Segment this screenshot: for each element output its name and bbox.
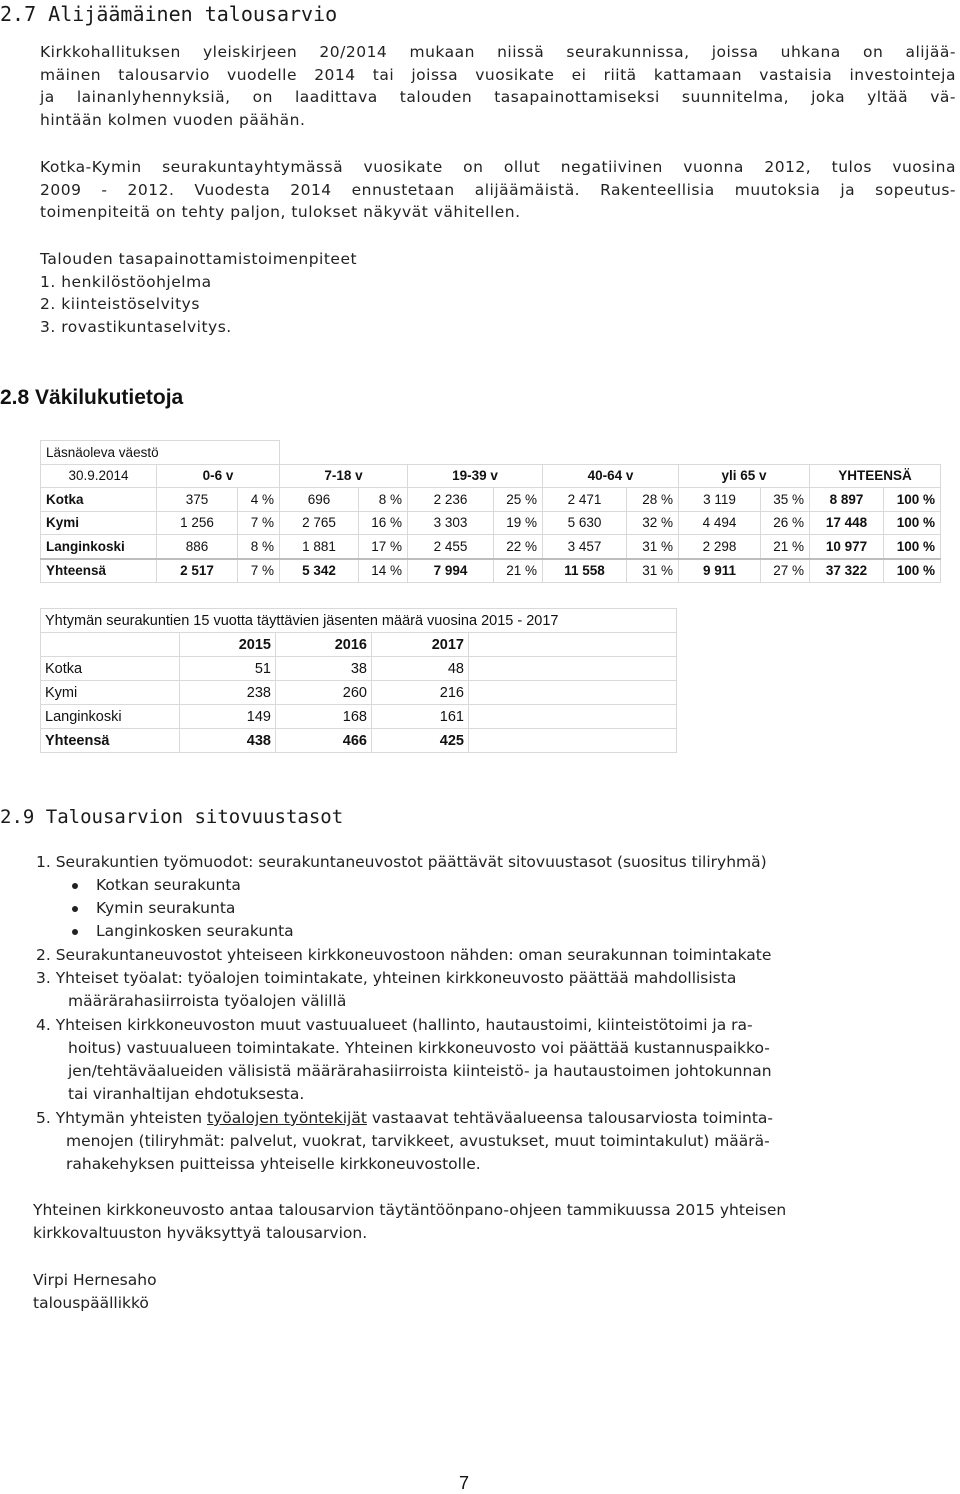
text-line: ja lainanlyhennyksiä, on laadittava talouden tasapainottamiseksi suunnitelma, joka yltää vä- <box>40 88 956 106</box>
row-label: Langinkoski <box>41 535 157 559</box>
members-table <box>40 608 677 753</box>
table-cell: 19 % <box>494 511 543 535</box>
table-cell: 161 <box>372 705 469 729</box>
table-row <box>41 729 677 753</box>
row-label: Kymi <box>41 511 157 535</box>
table-row <box>41 657 677 681</box>
bullet-icon <box>72 883 78 889</box>
bullet-text: Kotkan seurakunta <box>96 876 241 894</box>
column-header: YHTEENSÄ <box>810 464 941 488</box>
table-cell: 7 % <box>238 559 280 583</box>
list-item-5 <box>36 1107 773 1130</box>
column-header: 19-39 v <box>408 464 543 488</box>
measures-list <box>40 248 357 338</box>
paragraph-1 <box>40 41 956 131</box>
column-header: 2015 <box>180 633 276 657</box>
table-cell: 3 457 <box>543 535 627 559</box>
table-cell: 149 <box>180 705 276 729</box>
signer-name: Virpi Hernesaho <box>33 1271 157 1289</box>
table-cell: 21 % <box>494 559 543 583</box>
list-item-5-cont: rahakehyksen puitteissa yhteiselle kirkkoneuvostolle. <box>66 1155 481 1173</box>
section-title-2-8: 2.8 Väkilukutietoja <box>0 386 184 409</box>
table-cell: 7 % <box>238 511 280 535</box>
list-item-4-cont: tai viranhaltijan ehdotuksesta. <box>68 1085 305 1103</box>
table-cell: 48 <box>372 657 469 681</box>
column-header: 2016 <box>276 633 372 657</box>
table-cell: 25 % <box>494 488 543 512</box>
measures-title: Talouden tasapainottamistoimenpiteet <box>40 250 358 268</box>
bullet-text: Kymin seurakunta <box>96 899 236 917</box>
table-cell: 14 % <box>359 559 408 583</box>
list-item-3-cont: määrärahasiirroista työalojen välillä <box>68 992 347 1010</box>
table-cell: 2 471 <box>543 488 627 512</box>
table-cell: 37 322 <box>810 559 884 583</box>
text-line: hintään kolmen vuoden päähän. <box>40 110 306 129</box>
table-cell: 375 <box>157 488 238 512</box>
list-item-3: 3. Yhteiset työalat: työalojen toimintakate, yhteinen kirkkoneuvosto päättää mahdollisista <box>36 969 737 987</box>
population-date: 30.9.2014 <box>41 464 157 488</box>
table-cell: 168 <box>276 705 372 729</box>
table-cell: 260 <box>276 681 372 705</box>
table-row <box>41 681 677 705</box>
signer-title: talouspäällikkö <box>33 1294 149 1312</box>
list-item-1: 1. Seurakuntien työmuodot: seurakuntaneuvostot päättävät sitovuustasot (suositus tiliryhmä) <box>36 853 767 871</box>
table-cell: 1 256 <box>157 511 238 535</box>
table-cell: 2 236 <box>408 488 494 512</box>
text-line: 2009 - 2012. Vuodesta 2014 ennustetaan alijäämäistä. Rakenteellisia muutoksia ja sopeutus- <box>40 180 956 199</box>
table-cell: 100 % <box>884 559 941 583</box>
section-title-2-7: 2.7 Alijäämäinen talousarvio <box>0 2 338 26</box>
closing-line: Yhteinen kirkkoneuvosto antaa talousarvion täytäntöönpano-ohjeen tammikuussa 2015 yhteisen <box>33 1201 787 1219</box>
column-header: 0-6 v <box>157 464 280 488</box>
table-cell: 425 <box>372 729 469 753</box>
column-header: 2017 <box>372 633 469 657</box>
text-line: Kirkkohallituksen yleiskirjeen 20/2014 mukaan niissä seurakunnissa, joissa uhkana on alijää- <box>40 43 956 61</box>
section-title-2-9: 2.9 Talousarvion sitovuustasot <box>0 806 344 828</box>
table-cell: 3 303 <box>408 511 494 535</box>
column-header: 40-64 v <box>543 464 679 488</box>
table-cell: 1 881 <box>280 535 359 559</box>
table-cell: 17 % <box>359 535 408 559</box>
table-row <box>41 705 677 729</box>
table-cell: 38 <box>276 657 372 681</box>
table-cell: 438 <box>180 729 276 753</box>
table-cell: 5 342 <box>280 559 359 583</box>
column-header: yli 65 v <box>679 464 810 488</box>
table-cell: 31 % <box>627 535 679 559</box>
bullet-icon <box>72 929 78 935</box>
table-cell: 4 % <box>238 488 280 512</box>
table-cell: 100 % <box>884 511 941 535</box>
table-row <box>41 535 941 559</box>
table-row <box>41 511 941 535</box>
bullet-text: Langinkosken seurakunta <box>96 922 294 940</box>
row-label: Yhteensä <box>41 559 157 583</box>
table-cell: 2 517 <box>157 559 238 583</box>
item5-text: vastaavat tehtäväalueensa talousarviosta toiminta- <box>366 1109 773 1127</box>
table-cell: 17 448 <box>810 511 884 535</box>
table-cell: 696 <box>280 488 359 512</box>
table-cell: 3 119 <box>679 488 761 512</box>
bullet-icon <box>72 906 78 912</box>
table-cell: 2 455 <box>408 535 494 559</box>
text-line: Kotka-Kymin seurakuntayhtymässä vuosikate on ollut negatiivinen vuonna 2012, tulos vuosina <box>40 158 956 176</box>
table-cell: 2 765 <box>280 511 359 535</box>
list-item: 3. rovastikuntaselvitys. <box>40 317 232 336</box>
row-label: Kymi <box>41 681 180 705</box>
table-cell: 2 298 <box>679 535 761 559</box>
list-item-5-cont: menojen (tiliryhmät: palvelut, vuokrat, tarvikkeet, avustukset, muut toimintakulut) määrä- <box>66 1132 770 1150</box>
table-cell: 28 % <box>627 488 679 512</box>
table-cell: 22 % <box>494 535 543 559</box>
table-cell: 5 630 <box>543 511 627 535</box>
table-cell: 10 977 <box>810 535 884 559</box>
table-cell: 4 494 <box>679 511 761 535</box>
table-cell: 8 % <box>359 488 408 512</box>
paragraph-2 <box>40 156 956 224</box>
table-cell: 32 % <box>627 511 679 535</box>
table-cell: 466 <box>276 729 372 753</box>
table-cell: 100 % <box>884 488 941 512</box>
table-cell: 8 897 <box>810 488 884 512</box>
table-cell: 8 % <box>238 535 280 559</box>
table-cell: 7 994 <box>408 559 494 583</box>
column-header: 7-18 v <box>280 464 408 488</box>
population-caption: Läsnäoleva väestö <box>41 441 280 465</box>
table-cell: 216 <box>372 681 469 705</box>
bullet-item <box>72 920 294 943</box>
table-cell: 21 % <box>761 535 810 559</box>
members-caption: Yhtymän seurakuntien 15 vuotta täyttävien jäsenten määrä vuosina 2015 - 2017 <box>41 609 677 633</box>
table-cell: 35 % <box>761 488 810 512</box>
table-cell: 100 % <box>884 535 941 559</box>
table-cell: 26 % <box>761 511 810 535</box>
list-item-4-cont: hoitus) vastuualueen toimintakate. Yhteinen kirkkoneuvosto voi päättää kustannuspaikko- <box>68 1039 770 1057</box>
table-row <box>41 488 941 512</box>
text-line: toimenpiteitä on tehty paljon, tulokset näkyvät vähitellen. <box>40 203 521 221</box>
list-item-4-cont: jen/tehtäväalueiden välisistä määrärahasiirroista kiinteistö- ja hautaustoimen johtokunnan <box>68 1062 772 1080</box>
closing-line: kirkkovaltuuston hyväksyttyä talousarvion. <box>33 1224 368 1242</box>
row-label: Langinkoski <box>41 705 180 729</box>
table-cell: 886 <box>157 535 238 559</box>
population-table <box>40 440 941 583</box>
list-item-2: 2. Seurakuntaneuvostot yhteiseen kirkkoneuvostoon nähden: oman seurakunnan toimintakate <box>36 946 772 964</box>
table-row <box>41 559 941 583</box>
list-item-4: 4. Yhteisen kirkkoneuvoston muut vastuualueet (hallinto, hautaustoimi, kiinteistötoimi ja ra- <box>36 1016 753 1034</box>
list-item: 2. kiinteistöselvitys <box>40 295 200 313</box>
item5-text: 5. Yhtymän yhteisten <box>36 1109 207 1127</box>
item5-underlined-text: työalojen työntekijät <box>206 1109 367 1127</box>
row-label: Kotka <box>41 488 157 512</box>
bullet-item <box>72 874 241 897</box>
row-label: Yhteensä <box>41 729 180 753</box>
table-cell: 27 % <box>761 559 810 583</box>
row-label: Kotka <box>41 657 180 681</box>
table-cell: 9 911 <box>679 559 761 583</box>
table-cell: 51 <box>180 657 276 681</box>
table-cell: 238 <box>180 681 276 705</box>
list-item: 1. henkilöstöohjelma <box>40 272 212 291</box>
text-line: mäinen talousarvio vuodelle 2014 tai joissa vuosikate ei riitä kattamaan vastaisia investointeja <box>40 65 956 84</box>
page-number: 7 <box>459 1473 470 1493</box>
bullet-item <box>72 897 235 920</box>
table-cell: 16 % <box>359 511 408 535</box>
table-cell: 11 558 <box>543 559 627 583</box>
table-cell: 31 % <box>627 559 679 583</box>
